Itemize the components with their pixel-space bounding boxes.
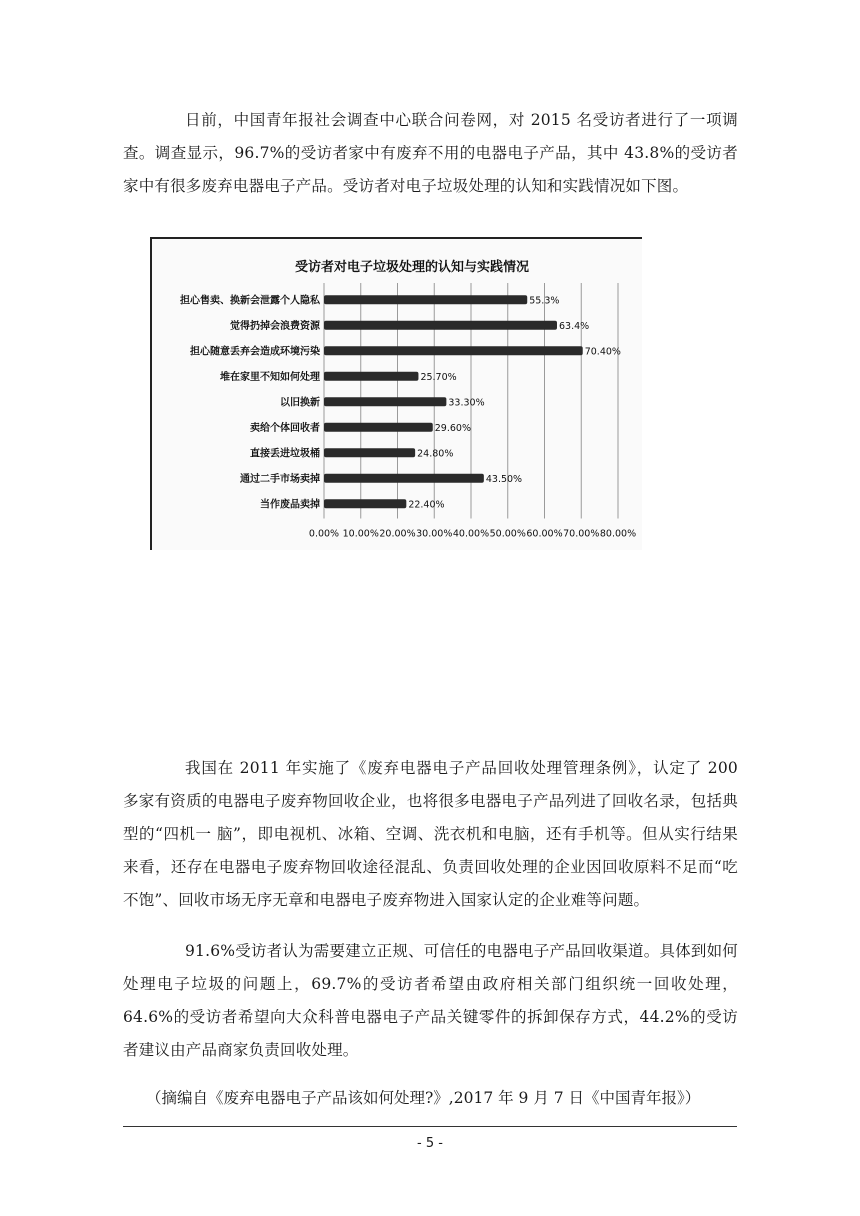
x-tick-label: 10.00% (342, 528, 379, 540)
footer-divider (123, 1126, 737, 1127)
x-tick-label: 30.00% (416, 528, 453, 540)
bar (324, 346, 583, 355)
category-label: 以旧换新 (280, 397, 320, 409)
value-label: 25.70% (420, 371, 457, 383)
x-tick-label: 60.00% (526, 528, 563, 540)
category-label: 当作废品卖掉 (260, 499, 320, 511)
category-label: 担心随意丢弃会造成环境污染 (190, 346, 320, 358)
x-tick-label: 0.00% (308, 528, 340, 540)
value-label: 22.40% (408, 499, 445, 511)
regulation-text: 我国在 2011 年实施了《废弃电器电子产品回收处理管理条例》，认定了 200 多家有资质的电器电子废弃物回收企业，也将很多电器电子产品列进了回收名录，包括典型的“四机一 脑”，即电视机、冰箱、空调、洗衣机和电脑，还有手机等。但从实行结果来看，还存在电器电子废弃物回收途径混乱、负责回收处理的企业因回收原料不足而“吃不饱”、回收市场无序无章和电器电子废弃物进入国家认定的企业难等问题。 (123, 759, 738, 909)
category-label: 担心售卖、换新会泄露个人隐私 (180, 295, 320, 307)
bar (324, 397, 446, 406)
x-tick-label: 50.00% (489, 528, 526, 540)
value-label: 24.80% (417, 448, 454, 460)
category-label: 通过二手市场卖掉 (240, 473, 320, 485)
x-tick-label: 40.00% (452, 528, 490, 540)
category-label: 觉得扔掉会浪费资源 (230, 320, 320, 332)
chart-title: 受访者对电子垃圾处理的认知与实践情况 (294, 260, 530, 275)
intro-paragraph (123, 104, 738, 203)
regulation-paragraph (123, 752, 738, 917)
bar (324, 295, 527, 304)
bar (324, 423, 433, 432)
x-tick-label: 80.00% (599, 528, 637, 540)
value-label: 43.50% (485, 473, 523, 485)
value-label: 29.60% (434, 422, 472, 434)
value-label: 63.4% (558, 320, 590, 332)
survey-chart (150, 237, 642, 550)
x-tick-label: 70.00% (563, 528, 600, 540)
value-label: 70.40% (584, 346, 621, 358)
value-label: 33.30% (448, 397, 485, 409)
category-label: 堆在家里不知如何处理 (220, 371, 320, 383)
bar (324, 321, 557, 330)
survey-chart-svg (152, 239, 642, 550)
category-label: 卖给个体回收者 (250, 422, 320, 434)
opinion-text: 91.6%受访者认为需要建立正规、可信任的电器电子产品回收渠道。具体到如何处理电子垃圾的问题上，69.7%的受访者希望由政府相关部门组织统一回收处理，64.6%的受访者希望向大众科普电器电子产品关键零件的拆卸保存方式，44.2%的受访者建议由产品商家负责回收处理。 (123, 942, 738, 1059)
source-citation: （摘编自《废弃电器电子产品该如何处理?》,2017 年 9 月 7 日《中国青年报》） (146, 1089, 701, 1107)
bar (324, 499, 406, 508)
x-tick-label: 20.00% (379, 528, 416, 540)
bar (324, 372, 418, 381)
value-label: 55.3% (529, 295, 560, 307)
opinion-paragraph (123, 935, 738, 1067)
bar (324, 448, 415, 457)
page-number: - 5 - (417, 1136, 443, 1151)
category-label: 直接丢进垃圾桶 (250, 448, 320, 460)
bar (324, 474, 484, 483)
intro-text: 日前，中国青年报社会调查中心联合问卷网，对 2015 名受访者进行了一项调查。调查显示，96.7%的受访者家中有废弃不用的电器电子产品，其中 43.8%的受访者家中有很多废弃电器电子产品。受访者对电子垃圾处理的认知和实践情况如下图。 (123, 111, 738, 195)
